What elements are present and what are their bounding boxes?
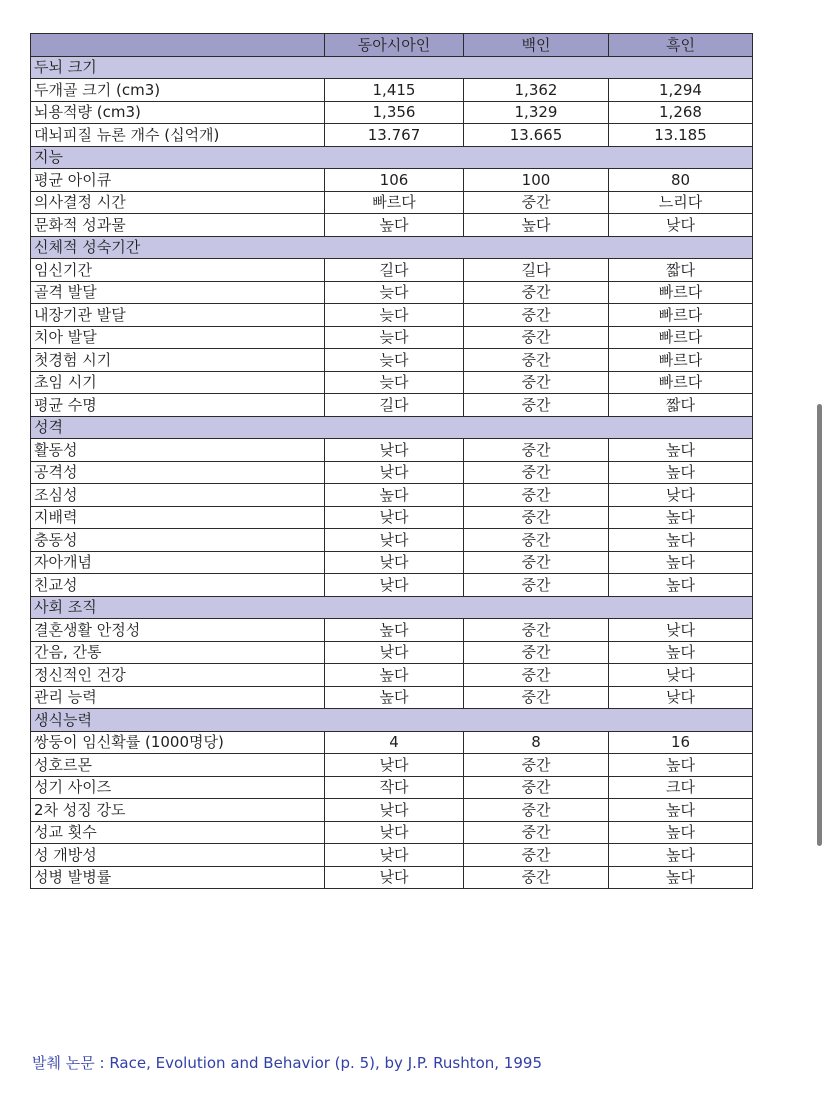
table-row: [31, 799, 753, 822]
east-asian-value: 높다: [325, 664, 464, 687]
white-value: 8: [464, 731, 609, 754]
east-asian-value: 낮다: [325, 754, 464, 777]
east-asian-value: 빠르다: [325, 191, 464, 214]
white-value: 중간: [464, 776, 609, 799]
white-value: 중간: [464, 799, 609, 822]
black-value: 빠르다: [609, 371, 753, 394]
table-row: [31, 394, 753, 417]
east-asian-value: 늦다: [325, 371, 464, 394]
table-row: [31, 101, 753, 124]
table-row: [31, 619, 753, 642]
east-asian-value: 늦다: [325, 304, 464, 327]
white-value: 높다: [464, 214, 609, 237]
east-asian-value: 4: [325, 731, 464, 754]
row-label-cell: 평균 아이큐: [31, 169, 325, 192]
header-corner-cell: [31, 34, 325, 57]
east-asian-value: 높다: [325, 214, 464, 237]
east-asian-value: 높다: [325, 619, 464, 642]
table-row: [31, 686, 753, 709]
black-value: 느리다: [609, 191, 753, 214]
row-label-cell: 임신기간: [31, 259, 325, 282]
table-row: [31, 776, 753, 799]
east-asian-value: 낮다: [325, 641, 464, 664]
black-value: 높다: [609, 799, 753, 822]
white-value: 중간: [464, 281, 609, 304]
white-value: 중간: [464, 394, 609, 417]
white-value: 중간: [464, 641, 609, 664]
white-value: 중간: [464, 754, 609, 777]
black-value: 높다: [609, 821, 753, 844]
black-value: 높다: [609, 506, 753, 529]
header-row: [31, 34, 753, 57]
white-value: 중간: [464, 371, 609, 394]
row-label-cell: 성교 횟수: [31, 821, 325, 844]
east-asian-value: 작다: [325, 776, 464, 799]
scrollbar[interactable]: [817, 404, 822, 846]
table-row: [31, 754, 753, 777]
east-asian-value: 낮다: [325, 799, 464, 822]
black-value: 낮다: [609, 484, 753, 507]
east-asian-value: 낮다: [325, 866, 464, 889]
table-row: [31, 326, 753, 349]
black-value: 1,268: [609, 101, 753, 124]
east-asian-value: 1,356: [325, 101, 464, 124]
east-asian-value: 낮다: [325, 844, 464, 867]
row-label-cell: 간음, 간통: [31, 641, 325, 664]
white-value: 중간: [464, 821, 609, 844]
white-value: 중간: [464, 461, 609, 484]
table-row: [31, 349, 753, 372]
east-asian-value: 늦다: [325, 281, 464, 304]
section-header-row: [31, 146, 753, 169]
white-value: 중간: [464, 304, 609, 327]
east-asian-value: 높다: [325, 484, 464, 507]
section-header-row: [31, 709, 753, 732]
black-value: 낮다: [609, 686, 753, 709]
table-row: [31, 731, 753, 754]
row-label-cell: 성호르몬: [31, 754, 325, 777]
row-label-cell: 친교성: [31, 574, 325, 597]
east-asian-value: 13.767: [325, 124, 464, 147]
table-row: [31, 641, 753, 664]
white-value: 중간: [464, 326, 609, 349]
east-asian-value: 1,415: [325, 79, 464, 102]
table-row: [31, 191, 753, 214]
table-row: [31, 484, 753, 507]
row-label-cell: 정신적인 건강: [31, 664, 325, 687]
east-asian-value: 낮다: [325, 821, 464, 844]
white-value: 1,329: [464, 101, 609, 124]
section-header-row: [31, 56, 753, 79]
black-value: 13.185: [609, 124, 753, 147]
comparison-table: [30, 33, 753, 889]
white-value: 중간: [464, 551, 609, 574]
black-value: 낮다: [609, 619, 753, 642]
east-asian-value: 길다: [325, 259, 464, 282]
east-asian-value: 106: [325, 169, 464, 192]
section-title: 사회 조직: [31, 596, 753, 619]
row-label-cell: 뇌용적량 (cm3): [31, 101, 325, 124]
white-value: 중간: [464, 686, 609, 709]
white-value: 중간: [464, 574, 609, 597]
white-value: 1,362: [464, 79, 609, 102]
row-label-cell: 활동성: [31, 439, 325, 462]
black-value: 빠르다: [609, 304, 753, 327]
table-row: [31, 506, 753, 529]
source-citation: 발췌 논문 : Race, Evolution and Behavior (p. 5), by J.P. Rushton, 1995: [32, 1054, 542, 1072]
black-value: 짧다: [609, 394, 753, 417]
table-row: [31, 169, 753, 192]
row-label-cell: 2차 성징 강도: [31, 799, 325, 822]
table-row: [31, 551, 753, 574]
row-label-cell: 대뇌피질 뉴론 개수 (십억개): [31, 124, 325, 147]
table-body: [31, 34, 753, 889]
white-value: 중간: [464, 349, 609, 372]
row-label-cell: 두개골 크기 (cm3): [31, 79, 325, 102]
white-value: 길다: [464, 259, 609, 282]
row-label-cell: 조심성: [31, 484, 325, 507]
black-value: 높다: [609, 866, 753, 889]
table-row: [31, 866, 753, 889]
row-label-cell: 자아개념: [31, 551, 325, 574]
black-value: 크다: [609, 776, 753, 799]
east-asian-value: 높다: [325, 686, 464, 709]
row-label-cell: 골격 발달: [31, 281, 325, 304]
section-title: 두뇌 크기: [31, 56, 753, 79]
table-row: [31, 439, 753, 462]
east-asian-value: 낮다: [325, 574, 464, 597]
black-value: 높다: [609, 551, 753, 574]
table-row: [31, 574, 753, 597]
header-black: 흑인: [609, 34, 753, 57]
white-value: 중간: [464, 529, 609, 552]
white-value: 중간: [464, 439, 609, 462]
white-value: 100: [464, 169, 609, 192]
black-value: 빠르다: [609, 349, 753, 372]
section-title: 지능: [31, 146, 753, 169]
white-value: 13.665: [464, 124, 609, 147]
section-title: 신체적 성숙기간: [31, 236, 753, 259]
black-value: 높다: [609, 574, 753, 597]
black-value: 높다: [609, 641, 753, 664]
table-row: [31, 304, 753, 327]
table-row: [31, 844, 753, 867]
white-value: 중간: [464, 191, 609, 214]
east-asian-value: 낮다: [325, 461, 464, 484]
white-value: 중간: [464, 866, 609, 889]
row-label-cell: 내장기관 발달: [31, 304, 325, 327]
black-value: 높다: [609, 529, 753, 552]
black-value: 높다: [609, 461, 753, 484]
black-value: 높다: [609, 439, 753, 462]
black-value: 빠르다: [609, 326, 753, 349]
row-label-cell: 충동성: [31, 529, 325, 552]
black-value: 높다: [609, 754, 753, 777]
white-value: 중간: [464, 664, 609, 687]
row-label-cell: 관리 능력: [31, 686, 325, 709]
row-label-cell: 평균 수명: [31, 394, 325, 417]
row-label-cell: 의사결정 시간: [31, 191, 325, 214]
black-value: 16: [609, 731, 753, 754]
east-asian-value: 늦다: [325, 326, 464, 349]
east-asian-value: 길다: [325, 394, 464, 417]
black-value: 1,294: [609, 79, 753, 102]
section-header-row: [31, 236, 753, 259]
table-row: [31, 124, 753, 147]
table-row: [31, 461, 753, 484]
black-value: 낮다: [609, 664, 753, 687]
black-value: 빠르다: [609, 281, 753, 304]
table-row: [31, 529, 753, 552]
white-value: 중간: [464, 506, 609, 529]
white-value: 중간: [464, 484, 609, 507]
table-row: [31, 664, 753, 687]
row-label-cell: 성병 발병률: [31, 866, 325, 889]
white-value: 중간: [464, 619, 609, 642]
table-row: [31, 281, 753, 304]
east-asian-value: 낮다: [325, 439, 464, 462]
row-label-cell: 공격성: [31, 461, 325, 484]
row-label-cell: 성 개방성: [31, 844, 325, 867]
row-label-cell: 첫경험 시기: [31, 349, 325, 372]
table-row: [31, 371, 753, 394]
section-title: 성격: [31, 416, 753, 439]
black-value: 낮다: [609, 214, 753, 237]
table-row: [31, 259, 753, 282]
row-label-cell: 치아 발달: [31, 326, 325, 349]
row-label-cell: 문화적 성과물: [31, 214, 325, 237]
table-row: [31, 214, 753, 237]
row-label-cell: 성기 사이즈: [31, 776, 325, 799]
section-title: 생식능력: [31, 709, 753, 732]
header-white: 백인: [464, 34, 609, 57]
table-row: [31, 79, 753, 102]
east-asian-value: 낮다: [325, 506, 464, 529]
table-row: [31, 821, 753, 844]
black-value: 80: [609, 169, 753, 192]
row-label-cell: 쌍둥이 임신확률 (1000명당): [31, 731, 325, 754]
east-asian-value: 낮다: [325, 551, 464, 574]
east-asian-value: 늦다: [325, 349, 464, 372]
black-value: 높다: [609, 844, 753, 867]
row-label-cell: 지배력: [31, 506, 325, 529]
black-value: 짧다: [609, 259, 753, 282]
white-value: 중간: [464, 844, 609, 867]
row-label-cell: 초임 시기: [31, 371, 325, 394]
east-asian-value: 낮다: [325, 529, 464, 552]
section-header-row: [31, 416, 753, 439]
section-header-row: [31, 596, 753, 619]
header-east-asian: 동아시아인: [325, 34, 464, 57]
row-label-cell: 결혼생활 안정성: [31, 619, 325, 642]
